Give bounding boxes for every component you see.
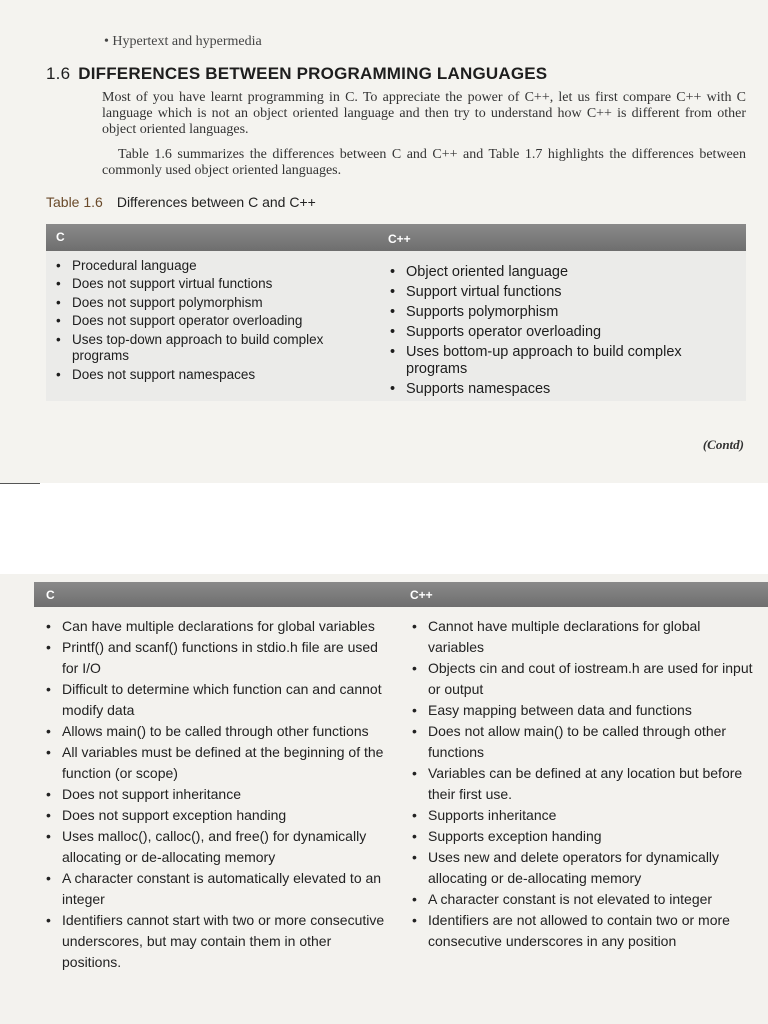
list-item: • Uses bottom-up approach to build complex programs [388,344,738,378]
list-item: • Supports namespaces [388,381,738,398]
list-item: • Procedural language [54,258,354,274]
table1-header [46,224,746,251]
table2-c-list [44,616,394,973]
list-item: • Identifiers cannot start with two or more consecutive underscores, but may contain them in other positions. [44,910,394,973]
list-item: • Does not support operator overloading [54,313,354,329]
page-gap [0,484,768,574]
list-item: • Does not support virtual functions [54,276,354,292]
table1-c-list [54,258,354,385]
table-caption-number: Table 1.6 [46,194,103,210]
list-item: • Object oriented language [388,264,738,281]
table2-header [34,582,768,607]
list-item: • Does not support namespaces [54,367,354,383]
list-item: • Support virtual functions [388,284,738,301]
list-item: • Difficult to determine which function can and cannot modify data [44,679,394,721]
section-heading [46,64,547,84]
section-title: DIFFERENCES BETWEEN PROGRAMMING LANGUAGES [78,64,548,83]
list-item: • Uses top-down approach to build complex programs [54,332,354,365]
list-item: • Uses malloc(), calloc(), and free() for dynamically allocating or de-allocating memory [44,826,394,868]
list-item: • Does not support polymorphism [54,295,354,311]
list-item: • A character constant is automatically elevated to an integer [44,868,394,910]
list-item: • Allows main() to be called through other functions [44,721,394,742]
list-item: • All variables must be defined at the beginning of the function (or scope) [44,742,394,784]
list-item: • Objects cin and cout of iostream.h are used for input or output [410,658,760,700]
table1-cpp-list [388,264,738,401]
intro-bullet-text: Hypertext and hypermedia [112,34,262,49]
list-item: • A character constant is not elevated to integer [410,889,760,910]
list-item: • Easy mapping between data and functions [410,700,760,721]
table1-header-c: C [56,230,65,244]
table1-header-cpp: C++ [388,232,411,246]
list-item: • Does not allow main() to be called through other functions [410,721,760,763]
table-caption [46,194,316,210]
paragraph-1: Most of you have learnt programming in C. To appreciate the power of C++, let us first compare C++ with C language which is not an object oriented language and then try to understand how C++ is different from other object oriented languages. [102,90,746,137]
contd-label: (Contd) [702,437,744,452]
section-number: 1.6 [46,64,71,83]
list-item: • Printf() and scanf() functions in stdio.h file are used for I/O [44,637,394,679]
list-item: • Supports inheritance [410,805,760,826]
list-item: • Does not support exception handing [44,805,394,826]
table-caption-title: Differences between C and C++ [116,194,316,210]
table2-header-cpp: C++ [410,588,433,602]
list-item: • Supports polymorphism [388,304,738,321]
list-item: • Identifiers are not allowed to contain two or more consecutive underscores in any position [410,910,760,952]
list-item: • Uses new and delete operators for dynamically allocating or de-allocating memory [410,847,760,889]
list-item: • Supports exception handing [410,826,760,847]
table2-header-c: C [46,588,55,602]
list-item: • Cannot have multiple declarations for global variables [410,616,760,658]
table2-cpp-list [410,616,760,952]
list-item: • Variables can be defined at any location but before their first use. [410,763,760,805]
intro-bullet: • Hypertext and hypermedia [104,34,262,49]
list-item: • Supports operator overloading [388,324,738,341]
paragraph-2: Table 1.6 summarizes the differences between C and C++ and Table 1.7 highlights the differences between commonly used object oriented languages. [102,147,746,178]
list-item: • Can have multiple declarations for global variables [44,616,394,637]
list-item: • Does not support inheritance [44,784,394,805]
